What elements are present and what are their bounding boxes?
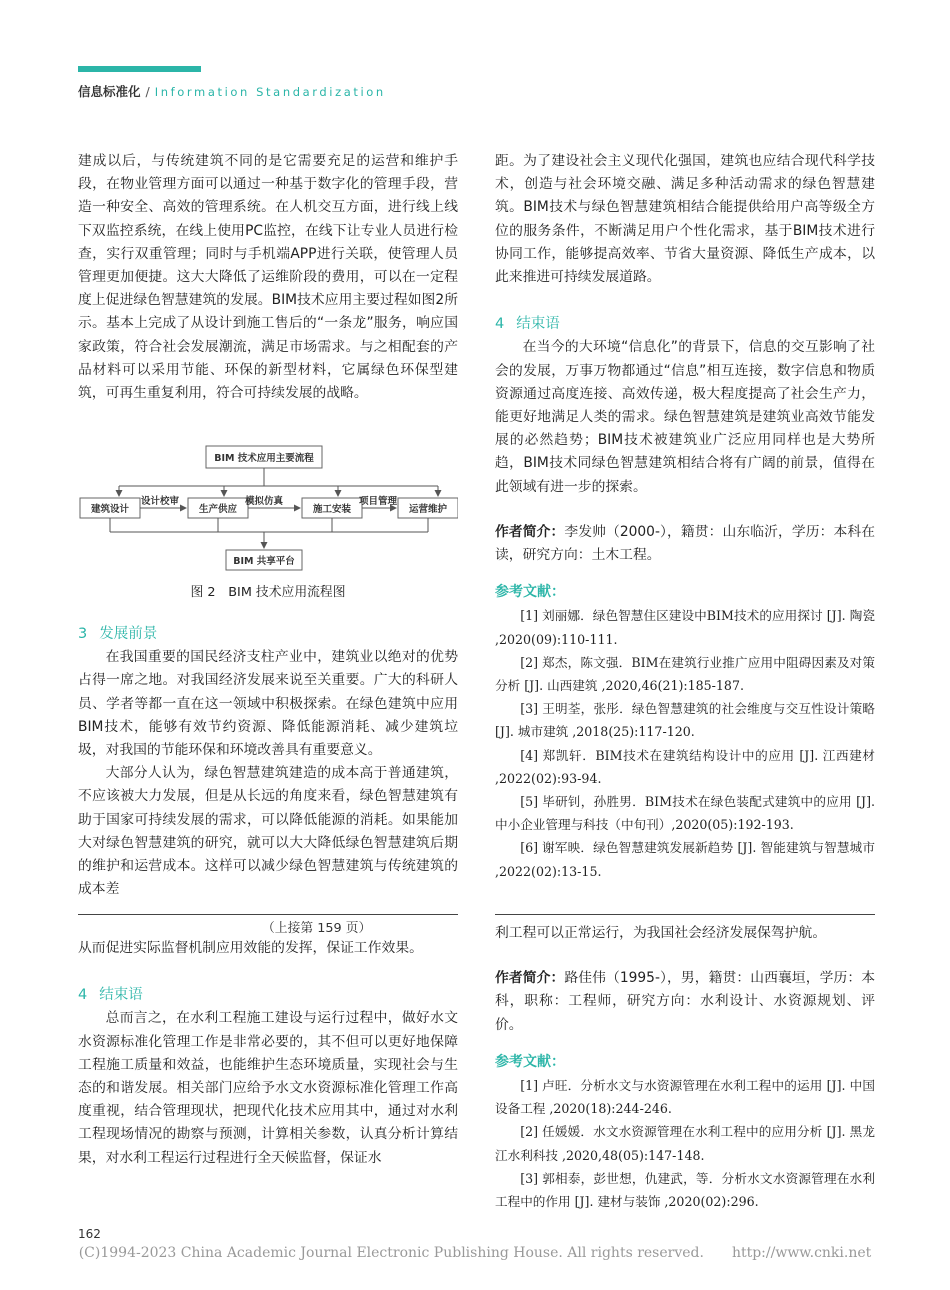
- section-number: 3: [78, 626, 88, 642]
- flow-box-label: 运营维护: [408, 504, 448, 515]
- author-bio: [495, 967, 875, 1037]
- flow-box-label: 建筑设计: [90, 504, 130, 515]
- flow-arrow-label: 项目管理: [358, 496, 398, 507]
- reference-item: [5] 毕研钊，孙胜男．BIM技术在绿色装配式建筑中的应用 [J]. 中小企业管理与科技（中旬刊）,2020(05):192-193.: [495, 794, 875, 833]
- section-label: [78, 82, 386, 100]
- flow-top-box-label: BIM 技术应用主要流程: [214, 453, 314, 464]
- section-label-en: Information Standardization: [154, 85, 386, 99]
- copyright-footer: (C)1994-2023 China Academic Journal Electronic Publishing House. All rights reserved. http://www.cnki.net: [78, 1245, 872, 1261]
- flow-arrow-label: 设计校审: [140, 496, 180, 507]
- section-heading: [78, 623, 458, 646]
- references-list: [495, 604, 875, 882]
- section-number: 4: [78, 987, 88, 1004]
- header-accent-bar: [78, 66, 201, 72]
- paragraph: 在我国重要的国民经济支柱产业中，建筑业以绝对的优势占得一席之地。对我国经济发展来说至关重要。广大的科研人员、学者等都一直在这一领域中积极探索。在绿色建筑中应用BIM技术，能够有效节约资源、降低能源消耗、减少建筑垃圾，对我国的节能环保和环境改善具有重要意义。: [78, 649, 458, 759]
- right-lower-text: [495, 922, 875, 1213]
- author-bio: [495, 521, 875, 567]
- paragraph: 总而言之，在水利工程施工建设与运行过程中，做好水文水资源标准化管理工作是非常必要的，其不但可以更好地保障工程施工质量和效益，也能维护生态环境质量，实现社会与生态的和谐发展。相关部门应给予水文水资源标准化管理工作高度重视，结合管理现状，把现代化技术应用其中，通过对水利工程现场情况的勘察与预测，计算相关参数，认真分析计算结果，对水利工程运行过程进行全天候监督，保证水: [78, 1010, 458, 1166]
- paragraph: 在当今的大环境“信息化”的背景下，信息的交互影响了社会的发展，万事万物都通过“信息”相互连接，数字信息和物质资源通过高度连接、高效传递，极大程度提高了社会生产力，能更好地满足人类的需求。绿色智慧建筑是建筑业高效节能发展的必然趋势；BIM技术被建筑业广泛应用同样也是大势所趋，BIM技术同绿色智慧建筑相结合将有广阔的前景，值得在此领域有进一步的探索。: [495, 339, 875, 495]
- author-text: 李发帅（2000-），籍贯：山东临沂，学历：本科在读，研究方向：土木工程。: [495, 523, 875, 564]
- reference-item: [3] 郭相泰，彭世想，仇建武，等．分析水文水资源管理在水利工程中的作用 [J]. 建材与装饰 ,2020(02):296.: [495, 1170, 875, 1210]
- author-text: 路佳伟（1995-），男，籍贯：山西襄垣，学历：本科，职称：工程师，研究方向：水利设计、水资源规划、评价。: [495, 970, 875, 1033]
- page-number: 162: [78, 1227, 101, 1241]
- author-label: 作者简介：: [495, 523, 565, 540]
- section-title: 结束语: [99, 987, 143, 1004]
- figure-caption: 图 2 BIM 技术应用流程图: [190, 585, 346, 600]
- author-label: 作者简介：: [495, 970, 565, 987]
- flow-bottom-box-label: BIM 共享平台: [233, 556, 295, 567]
- reference-item: [1] 刘丽娜．绿色智慧住区建设中BIM技术的应用探讨 [J]. 陶瓷 ,2020(09):110-111.: [495, 608, 875, 647]
- section-number: 4: [495, 316, 505, 333]
- right-upper-text: [495, 150, 875, 883]
- references-list: [495, 1074, 875, 1213]
- paragraph: 从而促进实际监督机制应用效能的发挥，保证工作效果。: [78, 940, 423, 956]
- flow-arrow-label: 模拟仿真: [244, 496, 284, 507]
- left-section-3: [78, 623, 458, 901]
- section-title: 发展前景: [99, 626, 158, 642]
- references-title: 参考文献：: [495, 1053, 565, 1070]
- reference-item: [2] 任媛媛．水文水资源管理在水利工程中的应用分析 [J]. 黑龙江水利科技 ,2020,48(05):147-148.: [495, 1124, 875, 1163]
- bim-flow-diagram: [78, 440, 458, 580]
- section-label-slash: /: [145, 84, 150, 99]
- left-lower-text: [78, 937, 458, 1170]
- section-title: 结束语: [516, 316, 560, 333]
- section-label-cn: 信息标准化: [78, 84, 141, 99]
- flow-box-label: 施工安装: [312, 504, 352, 515]
- references-title: 参考文献：: [495, 584, 565, 601]
- article-divider-right: [495, 914, 875, 915]
- reference-item: [6] 谢军映．绿色智慧建筑发展新趋势 [J]. 智能建筑与智慧城市 ,2022(02):13-15.: [495, 840, 875, 879]
- flow-box-label: 生产供应: [198, 504, 238, 515]
- article-divider-left: [78, 914, 458, 915]
- continuation-note: （上接第 159 页）: [262, 921, 372, 936]
- section-heading: [495, 313, 875, 336]
- reference-item: [2] 郑杰，陈文强．BIM在建筑行业推广应用中阻碍因素及对策分析 [J]. 山西建筑 ,2020,46(21):185-187.: [495, 654, 875, 694]
- left-upper-text: [78, 150, 458, 405]
- reference-item: [1] 卢旺．分析水文与水资源管理在水利工程中的运用 [J]. 中国设备工程 ,2020(18):244-246.: [495, 1078, 875, 1117]
- paragraph: 距。为了建设社会主义现代化强国，建筑也应结合现代科学技术，创造与社会环境交融、满足多种活动需求的绿色智慧建筑。BIM技术与绿色智慧建筑相结合能提供给用户高等级全方位的服务条件，不断满足用户个性化需求，基于BIM技术进行协同工作，能够提高效率、节省大量资源、降低生产成本，以此来推进可持续发展道路。: [495, 153, 875, 286]
- reference-item: [3] 王明荃，张彤．绿色智慧建筑的社会维度与交互性设计策略 [J]. 城市建筑 ,2018(25):117-120.: [495, 701, 875, 740]
- section-heading: [78, 984, 458, 1007]
- paragraph: 建成以后，与传统建筑不同的是它需要充足的运营和维护手段，在物业管理方面可以通过一种基于数字化的管理手段，营造一种安全、高效的管理系统。在人机交互方面，进行线上线下双监控系统，在线上使用PC监控，在线下让专业人员进行检查，实行双重管理；同时与手机端APP进行关联，使管理人员管理更加便捷。这大大降低了运维阶段的费用，可以在一定程度上促进绿色智慧建筑的发展。BIM技术应用主要过程如图2所示。基本上完成了从设计到施工售后的“一条龙”服务，响应国家政策，符合社会发展潮流，满足市场需求。与之相配套的产品材料可以采用节能、环保的新型材料，它属绿色环保型建筑，可再生重复利用，符合可持续发展的战略。: [78, 153, 458, 402]
- paragraph: 大部分人认为，绿色智慧建筑建造的成本高于普通建筑，不应该被大力发展，但是从长远的角度来看，绿色智慧建筑有助于国家可持续发展的需求，可以降低能源的消耗。如果能加大对绿色智慧建筑的研究，就可以大大降低绿色智慧建筑后期的维护和运营成本。这样可以减少绿色智慧建筑与传统建筑的成本差: [78, 765, 458, 898]
- reference-item: [4] 郑凯轩．BIM技术在建筑结构设计中的应用 [J]. 江西建材 ,2022(02):93-94.: [495, 747, 875, 786]
- figure-2: [78, 440, 458, 600]
- paragraph: 利工程可以正常运行，为我国社会经济发展保驾护航。: [495, 925, 827, 941]
